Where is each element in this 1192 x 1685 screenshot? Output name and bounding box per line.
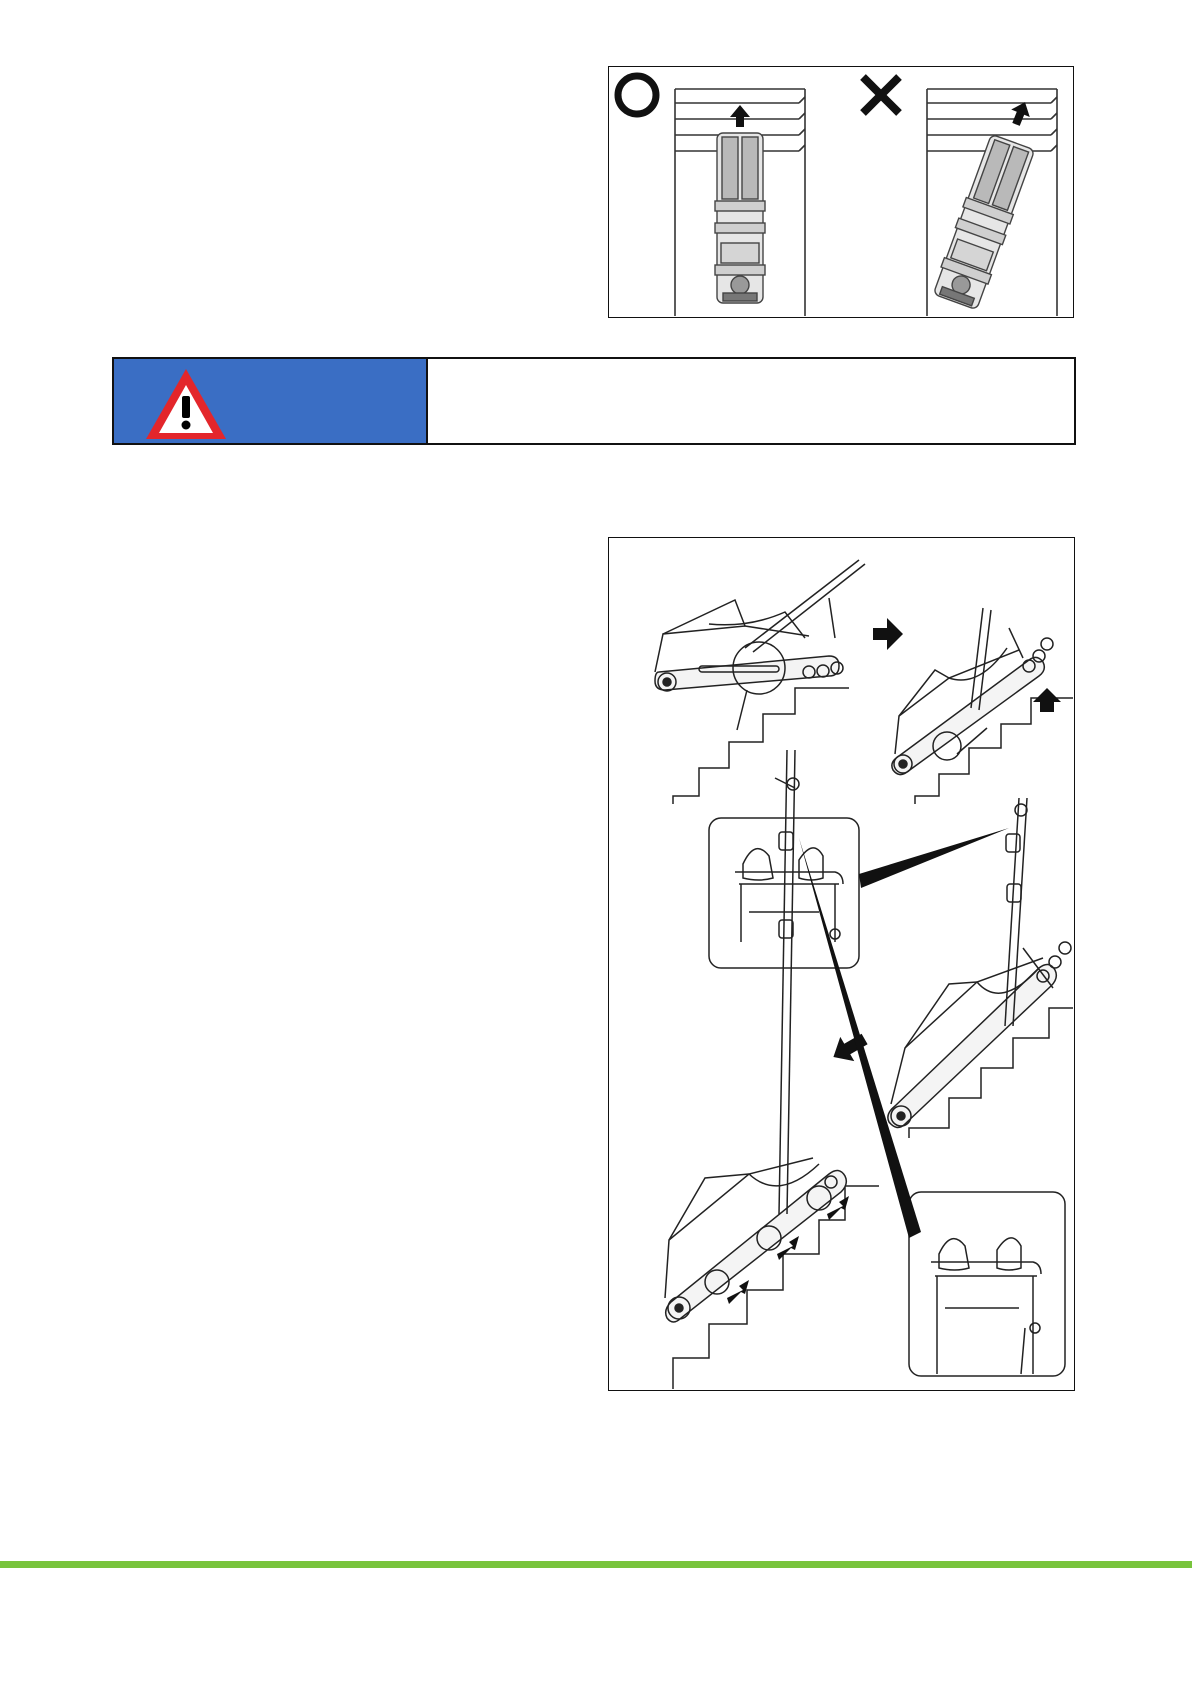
circle-icon bbox=[618, 76, 656, 114]
warning-text bbox=[428, 359, 1074, 443]
stair-procedure-figure bbox=[608, 537, 1075, 1391]
arrow-up-icon bbox=[730, 105, 750, 127]
arrow-right-icon bbox=[873, 618, 903, 650]
stair-chair-drawing-3 bbox=[888, 798, 1073, 1138]
stair-chair-top-view-incorrect bbox=[931, 134, 1036, 311]
stair-chair-top-view-correct bbox=[715, 133, 765, 303]
stair-chair-drawing-1 bbox=[655, 560, 865, 804]
orientation-figure bbox=[608, 66, 1074, 318]
arrow-up-icon bbox=[1033, 688, 1061, 712]
handle-grip-inset-1 bbox=[709, 818, 1009, 968]
warning-box bbox=[112, 357, 1076, 445]
footer-rule bbox=[0, 1561, 1192, 1568]
warning-triangle-icon bbox=[142, 363, 230, 443]
cross-icon bbox=[863, 77, 899, 113]
warning-label-panel bbox=[114, 359, 428, 443]
